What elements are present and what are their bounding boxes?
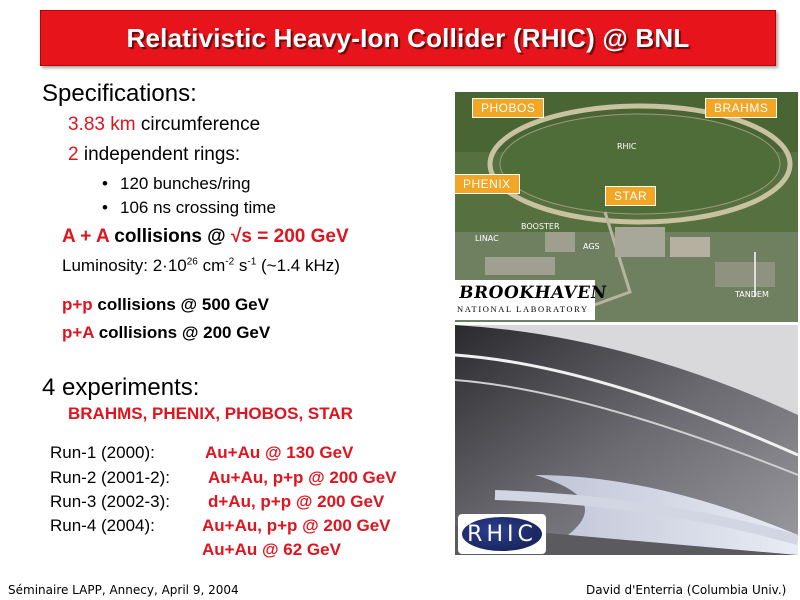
luminosity-exp1: 26 — [186, 256, 198, 268]
phenix-label: PHENIX — [455, 174, 520, 194]
aa-collisions-line — [62, 226, 349, 248]
bullet-crossing — [102, 198, 276, 218]
run-label: Run-2 (2001-2): — [50, 468, 171, 487]
linac-map-tag: LINAC — [475, 234, 499, 243]
rhic-map-tag: RHIC — [617, 142, 637, 151]
pa-text: collisions @ 200 GeV — [93, 323, 271, 342]
pp-collisions-line — [62, 295, 269, 315]
rings-text: independent rings: — [78, 144, 241, 165]
pp-text: collisions @ 500 GeV — [92, 295, 269, 314]
tandem-map-tag: TANDEM — [735, 290, 769, 299]
run-value: Au+Au @ 130 GeV — [205, 443, 354, 462]
specs-heading: Specifications: — [42, 80, 197, 107]
booster-map-tag: BOOSTER — [521, 222, 560, 231]
ags-map-tag: AGS — [583, 242, 600, 251]
brahms-label: BRAHMS — [705, 98, 777, 118]
bullet-text: 106 ns crossing time — [120, 198, 276, 217]
aa-prefix: A + A — [62, 226, 109, 247]
run-label: Run-4 (2004): — [50, 516, 155, 535]
brookhaven-logo — [455, 280, 608, 320]
rhic-logo — [458, 514, 546, 554]
run-value: Au+Au @ 62 GeV — [202, 540, 341, 559]
bullet-text: 120 bunches/ring — [120, 174, 251, 193]
phobos-label: PHOBOS — [472, 98, 544, 118]
luminosity-line — [62, 256, 340, 276]
run-value: d+Au, p+p @ 200 GeV — [208, 492, 385, 511]
footer-left: Séminaire LAPP, Annecy, April 9, 2004 — [8, 583, 239, 597]
slide-title: Relativistic Heavy-Ion Collider (RHIC) @ BNL — [126, 22, 690, 53]
experiments-names: BRAHMS, PHENIX, PHOBOS, STAR — [68, 404, 353, 423]
circumference-line — [68, 114, 260, 136]
luminosity-exp2: -2 — [225, 256, 235, 268]
brookhaven-logo-sub: NATIONAL LABORATORY — [457, 304, 589, 314]
luminosity-exp3: -1 — [247, 256, 257, 268]
aa-energy: √s = 200 GeV — [230, 226, 349, 247]
circumference-text: circumference — [135, 114, 261, 135]
star-label: STAR — [605, 186, 656, 206]
experiments-heading: 4 experiments: — [42, 374, 200, 401]
luminosity-unit2: s — [234, 256, 248, 275]
pa-collisions-line — [62, 323, 270, 343]
luminosity-tail: (~1.4 kHz) — [256, 256, 340, 275]
run-value: Au+Au, p+p @ 200 GeV — [208, 468, 397, 487]
footer-right: David d'Enterria (Columbia Univ.) — [586, 583, 787, 597]
run-label: Run-1 (2000): — [50, 443, 155, 462]
bullet-dot: • — [102, 198, 108, 217]
luminosity-unit: cm — [197, 256, 226, 275]
pa-prefix: p+A — [62, 323, 94, 342]
circumference-value: 3.83 km — [68, 114, 136, 135]
run-value: Au+Au, p+p @ 200 GeV — [202, 516, 391, 535]
rings-value: 2 — [68, 144, 79, 165]
brookhaven-logo-name: BROOKHAVEN — [457, 283, 608, 303]
aa-mid: collisions @ — [108, 226, 231, 247]
title-bar — [40, 10, 776, 66]
run-label: Run-3 (2002-3): — [50, 492, 171, 511]
luminosity-text: Luminosity: 2·10 — [62, 256, 187, 275]
bullet-dot: • — [102, 174, 108, 193]
bullet-bunches — [102, 174, 250, 194]
pp-prefix: p+p — [62, 295, 93, 314]
rings-line — [68, 144, 240, 166]
rhic-logo-text: RHIC — [462, 517, 542, 551]
